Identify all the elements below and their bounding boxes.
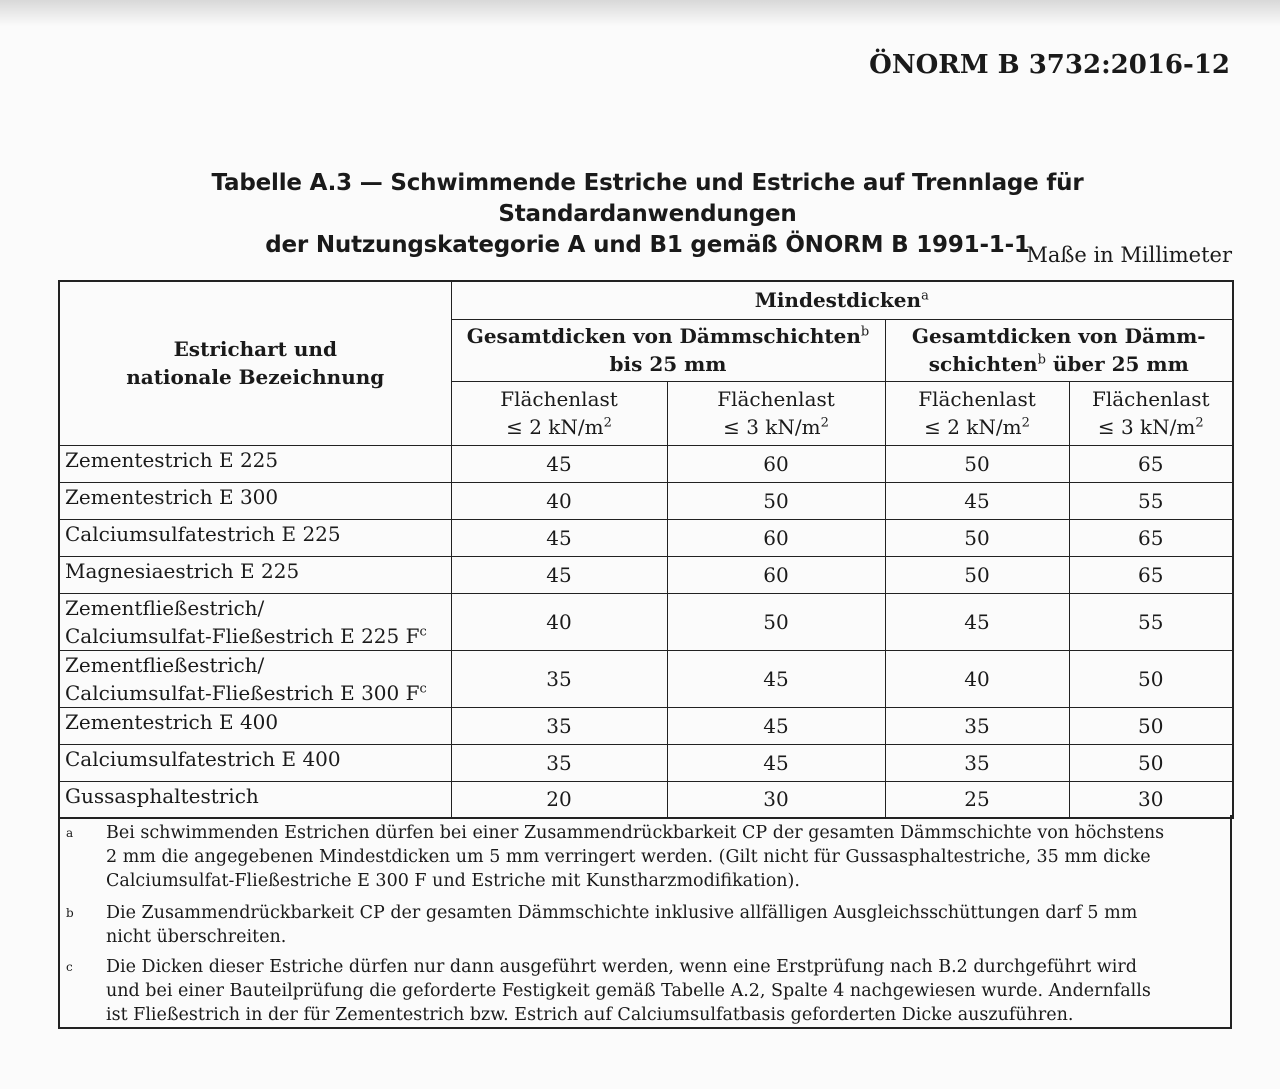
row-label bbox=[59, 707, 451, 744]
column-header-type-line-1: Estrichart und bbox=[173, 337, 337, 362]
footnote-text bbox=[106, 955, 1228, 1027]
footnote-b bbox=[60, 901, 1230, 951]
footnote-ref-b: b bbox=[860, 324, 870, 340]
cell-value: 50 bbox=[1069, 744, 1233, 781]
cell-value: 45 bbox=[885, 593, 1069, 650]
cell-value: 50 bbox=[1069, 650, 1233, 707]
cell-value: 50 bbox=[1069, 707, 1233, 744]
cell-value: 60 bbox=[667, 445, 885, 482]
cell-value: 55 bbox=[1069, 482, 1233, 519]
group2-line-1: Gesamtdicken von Dämm- bbox=[911, 324, 1206, 348]
footnote-line: 2 mm die angegebenen Mindestdicken um 5 mm verringert werden. (Gilt nicht für Gussasphaltestriche, 35 mm dicke bbox=[106, 847, 1151, 867]
cell-value: 20 bbox=[451, 781, 667, 818]
cell-value: 45 bbox=[451, 445, 667, 482]
cell-value: 35 bbox=[451, 744, 667, 781]
header-mindestdicken bbox=[451, 281, 1233, 319]
subheader-label: Flächenlast bbox=[717, 387, 835, 411]
group2-line-2a: schichten bbox=[928, 352, 1038, 376]
footnote-line: und bei einer Bauteilprüfung die geforderte Festigkeit gemäß Tabelle A.2, Spalte 4 nachgewiesen wurde. Andernfalls bbox=[106, 981, 1151, 1001]
footnote-mark: a bbox=[66, 826, 74, 840]
page-top-shadow bbox=[0, 0, 1280, 26]
footnote-text bbox=[106, 901, 1228, 949]
footnote-mark: b bbox=[66, 906, 74, 920]
thickness-table bbox=[58, 280, 1234, 819]
row-label-line-1: Zementfließestrich/ bbox=[65, 595, 265, 620]
row-label-line-1: Zementestrich E 225 bbox=[65, 447, 279, 472]
cell-value: 45 bbox=[885, 482, 1069, 519]
cell-value: 50 bbox=[667, 482, 885, 519]
subheader-value: ≤ 3 kN/m bbox=[723, 415, 821, 439]
subheader-load-3-b bbox=[1069, 381, 1233, 445]
row-label-line-1: Gussasphaltestrich bbox=[65, 783, 259, 808]
footnote-ref-b-2: b bbox=[1037, 352, 1046, 368]
row-label bbox=[59, 781, 451, 818]
mindestdicken-label: Mindestdicken bbox=[754, 288, 922, 313]
cell-value: 35 bbox=[451, 650, 667, 707]
subheader-load-3-a bbox=[667, 381, 885, 445]
cell-value: 35 bbox=[451, 707, 667, 744]
footnote-line: Bei schwimmenden Estrichen dürfen bei einer Zusammendrückbarkeit CP der gesamten Dämmschichte von höchstens bbox=[106, 823, 1165, 843]
footnote-line: Die Zusammendrückbarkeit CP der gesamten Dämmschichte inklusive allfälligen Ausgleichsschüttungen darf 5 mm bbox=[106, 903, 1138, 923]
cell-value: 40 bbox=[885, 650, 1069, 707]
subheader-exponent: 2 bbox=[1021, 415, 1030, 431]
subheader-exponent: 2 bbox=[1195, 415, 1204, 431]
row-label-line-2: Calciumsulfat-Fließestrich E 300 F bbox=[65, 680, 420, 705]
cell-value: 40 bbox=[451, 593, 667, 650]
table-row bbox=[59, 445, 1233, 482]
cell-value: 50 bbox=[885, 519, 1069, 556]
row-label bbox=[59, 593, 451, 650]
table-row bbox=[59, 650, 1233, 707]
subheader-label: Flächenlast bbox=[500, 387, 618, 411]
cell-value: 65 bbox=[1069, 445, 1233, 482]
units-note: Maße in Millimeter bbox=[1026, 243, 1232, 267]
header-group-over-25 bbox=[885, 319, 1233, 381]
subheader-load-2-a bbox=[451, 381, 667, 445]
cell-value: 45 bbox=[667, 707, 885, 744]
footnote-c bbox=[60, 955, 1230, 1029]
column-header-type bbox=[59, 281, 451, 445]
footnote-ref-c: c bbox=[419, 623, 427, 639]
cell-value: 45 bbox=[667, 744, 885, 781]
row-label-line-1: Magnesiaestrich E 225 bbox=[65, 558, 300, 583]
row-label-line-1: Calciumsulfatestrich E 400 bbox=[65, 746, 341, 771]
cell-value: 50 bbox=[885, 556, 1069, 593]
row-label-line-2: Calciumsulfat-Fließestrich E 225 F bbox=[65, 623, 420, 648]
cell-value: 50 bbox=[885, 445, 1069, 482]
cell-value: 45 bbox=[667, 650, 885, 707]
row-label-line-1: Zementfließestrich/ bbox=[65, 652, 265, 677]
row-label bbox=[59, 650, 451, 707]
document-id: ÖNORM B 3732:2016-12 bbox=[869, 50, 1230, 80]
cell-value: 35 bbox=[885, 707, 1069, 744]
footnote-ref-c: c bbox=[419, 680, 427, 696]
subheader-value: ≤ 2 kN/m bbox=[506, 415, 604, 439]
title-line-1: Tabelle A.3 — Schwimmende Estriche und Estriche auf Trennlage für Standardanwendungen bbox=[211, 170, 1084, 227]
cell-value: 65 bbox=[1069, 556, 1233, 593]
cell-value: 55 bbox=[1069, 593, 1233, 650]
row-label-line-1: Zementestrich E 300 bbox=[65, 484, 279, 509]
cell-value: 35 bbox=[885, 744, 1069, 781]
group1-line-1: Gesamtdicken von Dämmschichten bbox=[466, 324, 861, 348]
footnote-line: nicht überschreiten. bbox=[106, 927, 287, 947]
cell-value: 65 bbox=[1069, 519, 1233, 556]
table-row bbox=[59, 593, 1233, 650]
cell-value: 60 bbox=[667, 556, 885, 593]
subheader-label: Flächenlast bbox=[918, 387, 1036, 411]
table-row bbox=[59, 519, 1233, 556]
subheader-exponent: 2 bbox=[820, 415, 829, 431]
footnote-line: ist Fließestrich in der für Zementestrich bzw. Estrich auf Calciumsulfatbasis geforderten Dicke auszuführen. bbox=[106, 1005, 1074, 1025]
subheader-value: ≤ 2 kN/m bbox=[924, 415, 1022, 439]
cell-value: 45 bbox=[451, 556, 667, 593]
row-label bbox=[59, 556, 451, 593]
footnote-line: Calciumsulfat-Fließestriche E 300 F und Estriche mit Kunstharzmodifikation). bbox=[106, 871, 800, 891]
footnote-ref-a: a bbox=[921, 288, 929, 304]
table-row bbox=[59, 781, 1233, 818]
table-row bbox=[59, 744, 1233, 781]
table-row bbox=[59, 482, 1233, 519]
footnote-a bbox=[60, 821, 1230, 895]
row-label bbox=[59, 519, 451, 556]
row-label bbox=[59, 445, 451, 482]
footnote-line: Die Dicken dieser Estriche dürfen nur dann ausgeführt werden, wenn eine Erstprüfung nach B.2 durchgeführt wird bbox=[106, 957, 1137, 977]
cell-value: 30 bbox=[667, 781, 885, 818]
subheader-value: ≤ 3 kN/m bbox=[1097, 415, 1196, 439]
cell-value: 40 bbox=[451, 482, 667, 519]
footnotes-box bbox=[58, 815, 1232, 1029]
row-label-line-1: Zementestrich E 400 bbox=[65, 709, 279, 734]
cell-value: 30 bbox=[1069, 781, 1233, 818]
table-row bbox=[59, 707, 1233, 744]
row-label-line-1: Calciumsulfatestrich E 225 bbox=[65, 521, 341, 546]
row-label bbox=[59, 744, 451, 781]
header-group-up-to-25 bbox=[451, 319, 885, 381]
cell-value: 50 bbox=[667, 593, 885, 650]
group1-line-2: bis 25 mm bbox=[609, 352, 727, 376]
header-row-1 bbox=[59, 281, 1233, 319]
subheader-label: Flächenlast bbox=[1091, 387, 1210, 411]
subheader-exponent: 2 bbox=[603, 415, 612, 431]
table-row bbox=[59, 556, 1233, 593]
cell-value: 45 bbox=[451, 519, 667, 556]
cell-value: 60 bbox=[667, 519, 885, 556]
footnote-text bbox=[106, 821, 1228, 893]
column-header-type-line-2: nationale Bezeichnung bbox=[126, 365, 385, 390]
row-label bbox=[59, 482, 451, 519]
cell-value: 25 bbox=[885, 781, 1069, 818]
group2-line-2b: über 25 mm bbox=[1045, 352, 1189, 376]
title-line-2: der Nutzungskategorie A und B1 gemäß ÖNORM B 1991-1-1 bbox=[265, 232, 1030, 258]
footnote-mark: c bbox=[66, 960, 73, 974]
subheader-load-2-b bbox=[885, 381, 1069, 445]
